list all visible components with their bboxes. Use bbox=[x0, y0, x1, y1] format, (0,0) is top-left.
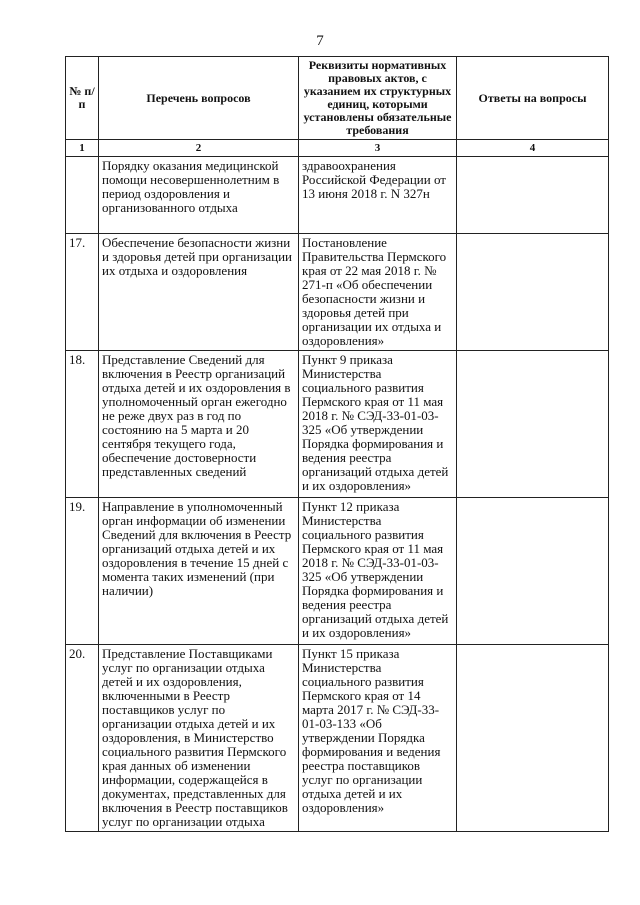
row-number: 20. bbox=[66, 645, 99, 832]
row-number: 18. bbox=[66, 351, 99, 498]
row-requisites: Постановление Правительства Пермского края от 22 мая 2018 г. № 271-п «Об обеспечении безопасности жизни и здоровья детей при организации их отдыха и оздоровления» bbox=[299, 234, 457, 351]
row-requisites: Пункт 12 приказа Министерства социального развития Пермского края от 11 мая 2018 г. № СЭД-33-01-03-325 «Об утверждении Порядка формирования и ведения реестра организаций отдыха детей и их оздоровления» bbox=[299, 498, 457, 645]
column-number: 1 bbox=[66, 140, 99, 157]
column-numbers-row bbox=[66, 140, 609, 157]
header-requisites: Реквизиты нормативных правовых актов, с указанием их структурных единиц, которыми установлены обязательные требования bbox=[299, 57, 457, 140]
table-row bbox=[66, 351, 609, 498]
column-number: 2 bbox=[99, 140, 299, 157]
header-answers: Ответы на вопросы bbox=[457, 57, 609, 140]
row-answer bbox=[457, 157, 609, 234]
row-question: Представление Сведений для включения в Реестр организаций отдыха детей и их оздоровления в уполномоченный орган ежегодно не реже двух раз в год по состоянию на 5 марта и 20 сентября текущего года, обеспечение достоверности представленных сведений bbox=[99, 351, 299, 498]
table-header-row bbox=[66, 57, 609, 140]
row-answer bbox=[457, 498, 609, 645]
column-number: 3 bbox=[299, 140, 457, 157]
row-question: Обеспечение безопасности жизни и здоровья детей при организации их отдыха и оздоровления bbox=[99, 234, 299, 351]
row-question: Направление в уполномоченный орган информации об изменении Сведений для включения в Реестр организаций отдыха детей и их оздоровления в течение 15 дней с момента таких изменений (при наличии) bbox=[99, 498, 299, 645]
row-answer bbox=[457, 234, 609, 351]
table-row bbox=[66, 234, 609, 351]
row-requisites: здравоохранения Российской Федерации от 13 июня 2018 г. N 327н bbox=[299, 157, 457, 234]
row-requisites: Пункт 9 приказа Министерства социального развития Пермского края от 11 мая 2018 г. № СЭД-33-01-03-325 «Об утверждении Порядка формирования и ведения реестра организаций отдыха детей и их оздоровления» bbox=[299, 351, 457, 498]
column-number: 4 bbox=[457, 140, 609, 157]
table-row bbox=[66, 157, 609, 234]
row-answer bbox=[457, 645, 609, 832]
requirements-table bbox=[65, 56, 609, 832]
row-number bbox=[66, 157, 99, 234]
row-question: Представление Поставщиками услуг по организации отдыха детей и их оздоровления, включенными в Реестр поставщиков услуг по организации отдыха детей и их оздоровления, в Министерство социального развития Пермского края данных об изменении информации, содержащейся в документах, представленных для включения в Реестр поставщиков услуг по организации отдыха bbox=[99, 645, 299, 832]
row-number: 19. bbox=[66, 498, 99, 645]
table-row bbox=[66, 498, 609, 645]
header-questions: Перечень вопросов bbox=[99, 57, 299, 140]
table-row bbox=[66, 645, 609, 832]
row-question: Порядку оказания медицинской помощи несовершеннолетним в период оздоровления и организованного отдыха bbox=[99, 157, 299, 234]
row-answer bbox=[457, 351, 609, 498]
page-number: 7 bbox=[316, 33, 324, 49]
header-number: № п/п bbox=[66, 57, 99, 140]
row-requisites: Пункт 15 приказа Министерства социального развития Пермского края от 14 марта 2017 г. № СЭД-33-01-03-133 «Об утверждении Порядка формирования и ведения реестра поставщиков услуг по организации отдыха детей и их оздоровления» bbox=[299, 645, 457, 832]
row-number: 17. bbox=[66, 234, 99, 351]
